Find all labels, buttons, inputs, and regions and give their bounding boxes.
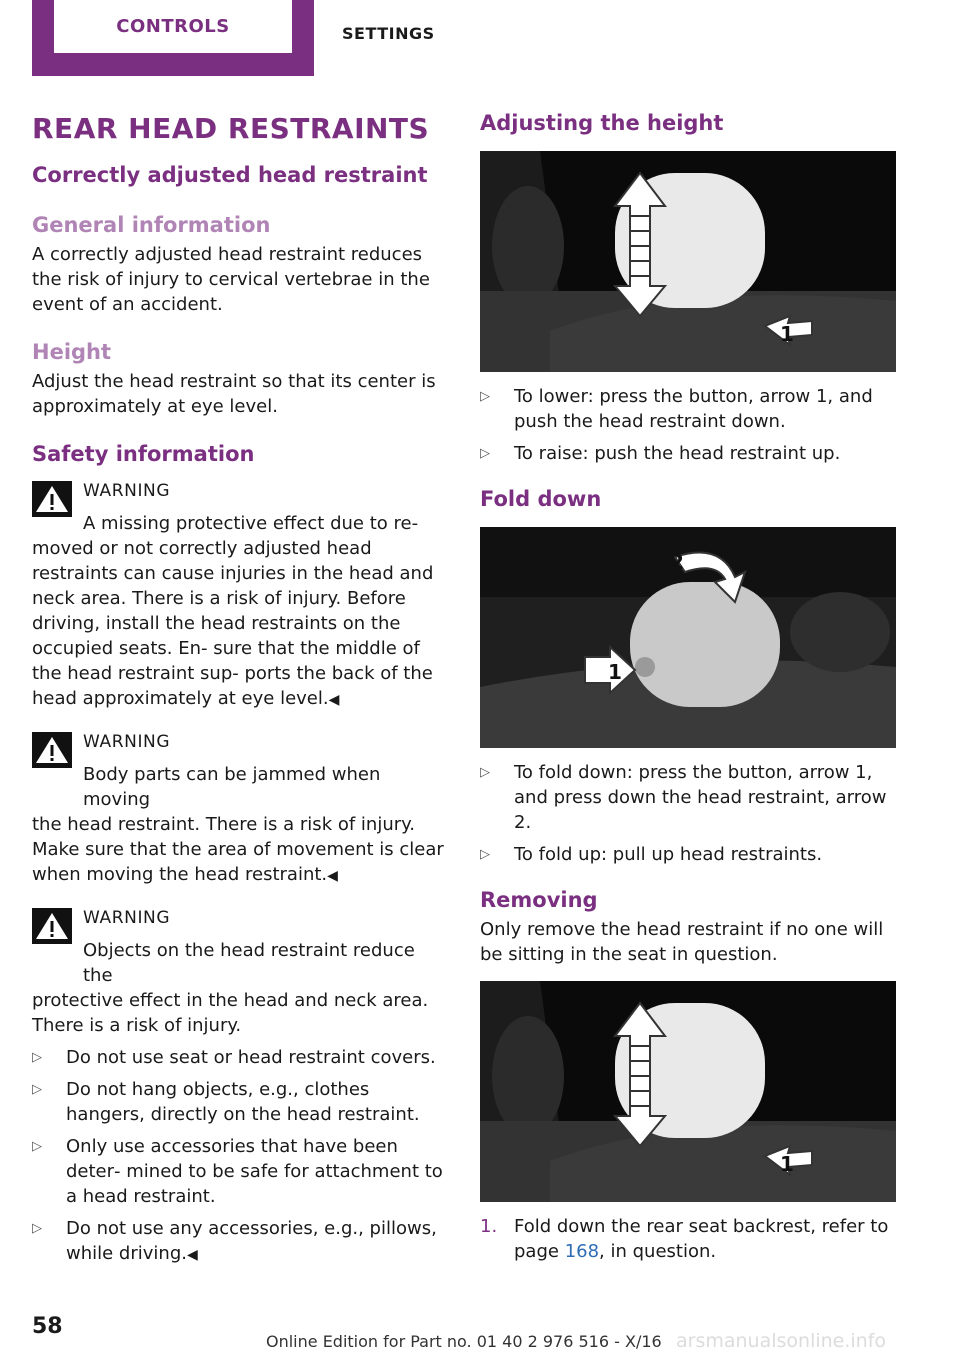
bullet-icon: ▷ (32, 1139, 42, 1154)
warning-label: WARNING (83, 908, 171, 928)
warning-triangle-icon (32, 908, 72, 944)
general-heading: General information (32, 213, 271, 237)
warning-first-line: Objects on the head restraint reduce the (83, 940, 415, 986)
warning-text: the head restraint. There is a risk of injury. Make sure that the area of movement is clear when moving the head restraint.◀ (32, 814, 444, 885)
list-item: 1. Fold down the rear seat backrest, refer to page 168, in question. (480, 1216, 889, 1262)
safety-heading: Safety information (32, 442, 255, 466)
watermark: arsmanualsonline.info (676, 1330, 887, 1352)
warning-text: protective effect in the head and neck area. There is a risk of injury. (32, 990, 429, 1036)
section-tab-settings[interactable]: SETTINGS (342, 24, 435, 43)
removing-steps-list (480, 1214, 896, 1264)
arrow-1-label: 1 (608, 660, 622, 684)
list-item: ▷ Do not hang objects, e.g., clothes hangers, directly on the head restraint. (32, 1079, 420, 1125)
height-heading: Height (32, 340, 112, 364)
warning-triangle-icon (32, 732, 72, 768)
fold-heading: Fold down (480, 487, 602, 511)
end-mark: ◀ (186, 1247, 198, 1263)
bullet-icon: ▷ (32, 1050, 42, 1065)
step-number: 1. (480, 1216, 498, 1237)
bullet-icon: ▷ (32, 1221, 42, 1236)
warning-text: moved or not correctly adjusted head restraints can cause injuries in the head and neck area. There is a risk of injury. Before driving, install the head restraints on the occupied seats. En‐ sure that the middle of the head restraint sup‐ ports the back of the head approximately at eye level.◀ (32, 538, 434, 709)
list-item: ▷ Do not use seat or head restraint covers. (32, 1047, 436, 1068)
warning-label: WARNING (83, 481, 171, 501)
list-item: ▷ Do not use any accessories, e.g., pillows, while driving.◀ (32, 1218, 437, 1264)
bullet-icon: ▷ (32, 1082, 42, 1097)
general-text: A correctly adjusted head restraint reduces the risk of injury to cervical vertebrae in the event of an accident. (32, 244, 430, 315)
adjust-bullet-list (480, 384, 896, 466)
warning-block (32, 906, 446, 1038)
bullet-icon: ▷ (480, 389, 490, 404)
end-mark: ◀ (328, 692, 340, 708)
arrow-1-label: 1 (780, 1152, 794, 1176)
remove-heading: Removing (480, 888, 598, 912)
arrow-2-label: 2 (670, 550, 684, 574)
list-item: ▷ To fold down: press the button, arrow 1, and press down the head restraint, arrow 2. (480, 762, 887, 833)
warning-block (32, 730, 446, 889)
section-tab-controls-label: CONTROLS (54, 0, 292, 53)
page-title: REAR HEAD RESTRAINTS (32, 112, 430, 145)
bullet-icon: ▷ (480, 847, 490, 862)
photo-removing (480, 981, 896, 1202)
list-item: ▷ To lower: press the button, arrow 1, and push the head restraint down. (480, 386, 873, 432)
warning-label: WARNING (83, 732, 171, 752)
remove-text: Only remove the head restraint if no one will be sitting in the seat in question. (480, 919, 884, 965)
list-item: ▷ To fold up: pull up head restraints. (480, 844, 823, 865)
page-link[interactable]: 168 (564, 1241, 600, 1262)
subtitle: Correctly adjusted head restraint (32, 163, 428, 187)
adjust-heading: Adjusting the height (480, 111, 724, 135)
list-item: ▷ To raise: push the head restraint up. (480, 443, 841, 464)
bullet-icon: ▷ (480, 446, 490, 461)
footer-edition: Online Edition for Part no. 01 40 2 976 516 - X/16 (266, 1332, 662, 1351)
photo-fold-down (480, 527, 896, 748)
list-item: ▷ Only use accessories that have been deter‐ mined to be safe for attachment to a head restraint. (32, 1136, 443, 1207)
arrow-1-label: 1 (780, 322, 794, 346)
safety-bullet-list (32, 1045, 446, 1268)
end-mark: ◀ (327, 868, 338, 884)
left-column (32, 108, 446, 1268)
warning-first-line: Body parts can be jammed when moving (83, 764, 381, 810)
right-column (480, 108, 896, 1264)
warning-triangle-icon (32, 481, 72, 517)
photo-adjust-height (480, 151, 896, 372)
fold-bullet-list (480, 760, 896, 867)
page-number: 58 (32, 1314, 63, 1339)
section-tab-controls[interactable] (32, 0, 314, 76)
bullet-icon: ▷ (480, 765, 490, 780)
height-text: Adjust the head restraint so that its center is approximately at eye level. (32, 371, 436, 417)
warning-block (32, 479, 446, 713)
warning-first-line: A missing protective effect due to re‐ (83, 513, 419, 534)
